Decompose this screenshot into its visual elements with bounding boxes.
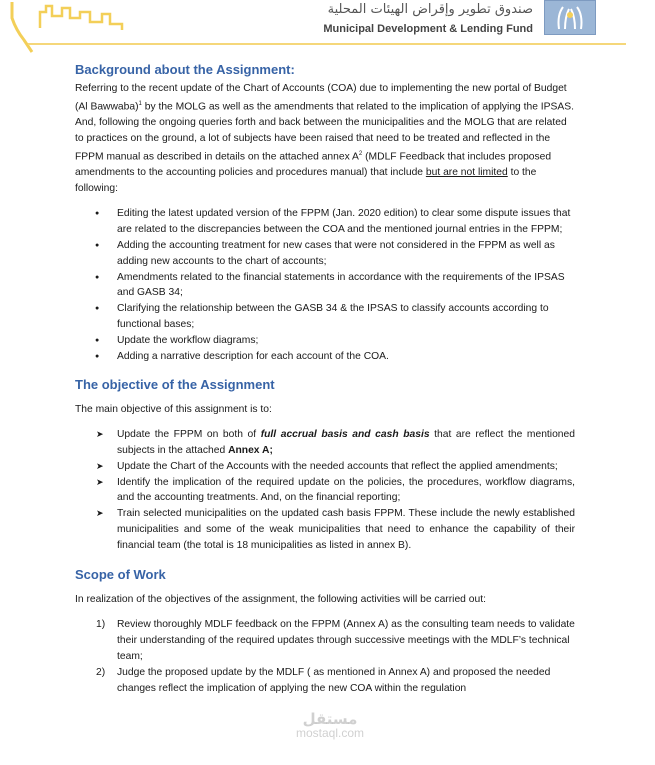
- list-item: 2) Judge the proposed update by the MDLF ( as mentioned in Annex A) and proposed the needed changes reflect the implication of applying the new COA within the regulation: [96, 666, 551, 694]
- watermark-english: mostaql.com: [295, 726, 365, 740]
- list-item: ● Editing the latest updated version of the FPPM (Jan. 2020 edition) to clear some dispute issues that are related to the discrepancies between the COA and the mentioned journal entries in the FPPM;: [75, 206, 575, 238]
- list-item: ● Adding the accounting treatment for new cases that were not considered in the FPPM as well as adding new accounts to the chart of accounts;: [75, 238, 575, 270]
- list-item: ● Update the workflow diagrams;: [75, 333, 575, 349]
- background-bullet-list: [75, 206, 575, 364]
- list-item: ● Adding a narrative description for each account of the COA.: [75, 349, 575, 365]
- header-divider: [28, 43, 626, 45]
- scope-numbered-list: [75, 617, 575, 696]
- objective-intro: The main objective of this assignment is to:: [75, 404, 272, 416]
- underlined-phrase: but are not limited: [425, 166, 508, 178]
- objective-heading: The objective of the Assignment: [75, 377, 275, 393]
- list-item: 1) Review thoroughly MDLF feedback on the FPPM (Annex A) as the consulting team needs to validate their understanding of the required updates through successive meetings with the MDLF’s technical team;: [96, 619, 575, 662]
- city-skyline-logo: [10, 0, 150, 58]
- list-item: ● Amendments related to the financial statements in accordance with the requirements of the IPSAS and GASB 34;: [75, 270, 575, 302]
- background-paragraph: Referring to the recent update of the Chart of Accounts (COA) due to implementing the new portal of Budget (Al Bawwaba)$^1$ by the MOLG as well as the amendments that related to the implication of applying the IPSAS. And, following the ongoing queries forth and back between the municipalities and the MOLG that are related to practices on the ground, a lot of subjects have been raised that need to be treated and reflected in the FPPM manual as described in details on the attached annex $A^2$ (MDLF Feedback that includes proposed amendments to the accounting policies and procedures manual) that include but are not limited to the following:: [75, 83, 575, 194]
- org-name-english: Municipal Development & Lending Fund: [323, 23, 533, 35]
- hands-logo-icon: [545, 1, 595, 34]
- watermark: [280, 712, 380, 740]
- footnote-2: 2: [358, 150, 363, 157]
- list-item: ➤ Update the Chart of the Accounts with the needed accounts that reflect the applied amendments;: [75, 459, 575, 475]
- list-item: ➤ Train selected municipalities on the updated cash basis FPPM. These include the newly established municipalities and some of the weak municipalities that need to enhance the capability of their financial team (the total is 18 municipalities as listed in annex B).: [75, 506, 575, 553]
- list-item: ➤ Identify the implication of the required update on the policies, the procedures, workflow diagrams, and the accounting treatments. And, on the financial reporting;: [75, 475, 575, 507]
- scope-heading: Scope of Work: [75, 566, 166, 582]
- footnote-1: 1: [138, 100, 142, 107]
- document-body: [75, 62, 575, 696]
- mdlf-logo: [544, 0, 596, 35]
- background-heading: Background about the Assignment:: [75, 62, 295, 77]
- list-item: ● Clarifying the relationship between the GASB 34 & the IPSAS to classify accounts according to functional bases;: [75, 301, 575, 333]
- page-header: [0, 0, 655, 58]
- watermark-arabic: مستقل: [302, 710, 358, 728]
- scope-intro: In realization of the objectives of the assignment, the following activities will be carried out:: [75, 593, 486, 605]
- objective-arrow-list: [75, 427, 575, 553]
- list-item: ➤ Update the FPPM on both of full accrual basis and cash basis that are reflect the mentioned subjects in the attached Annex A;: [75, 427, 575, 459]
- org-name-arabic: صندوق تطوير وإقراض الهيئات المحلية: [327, 2, 533, 17]
